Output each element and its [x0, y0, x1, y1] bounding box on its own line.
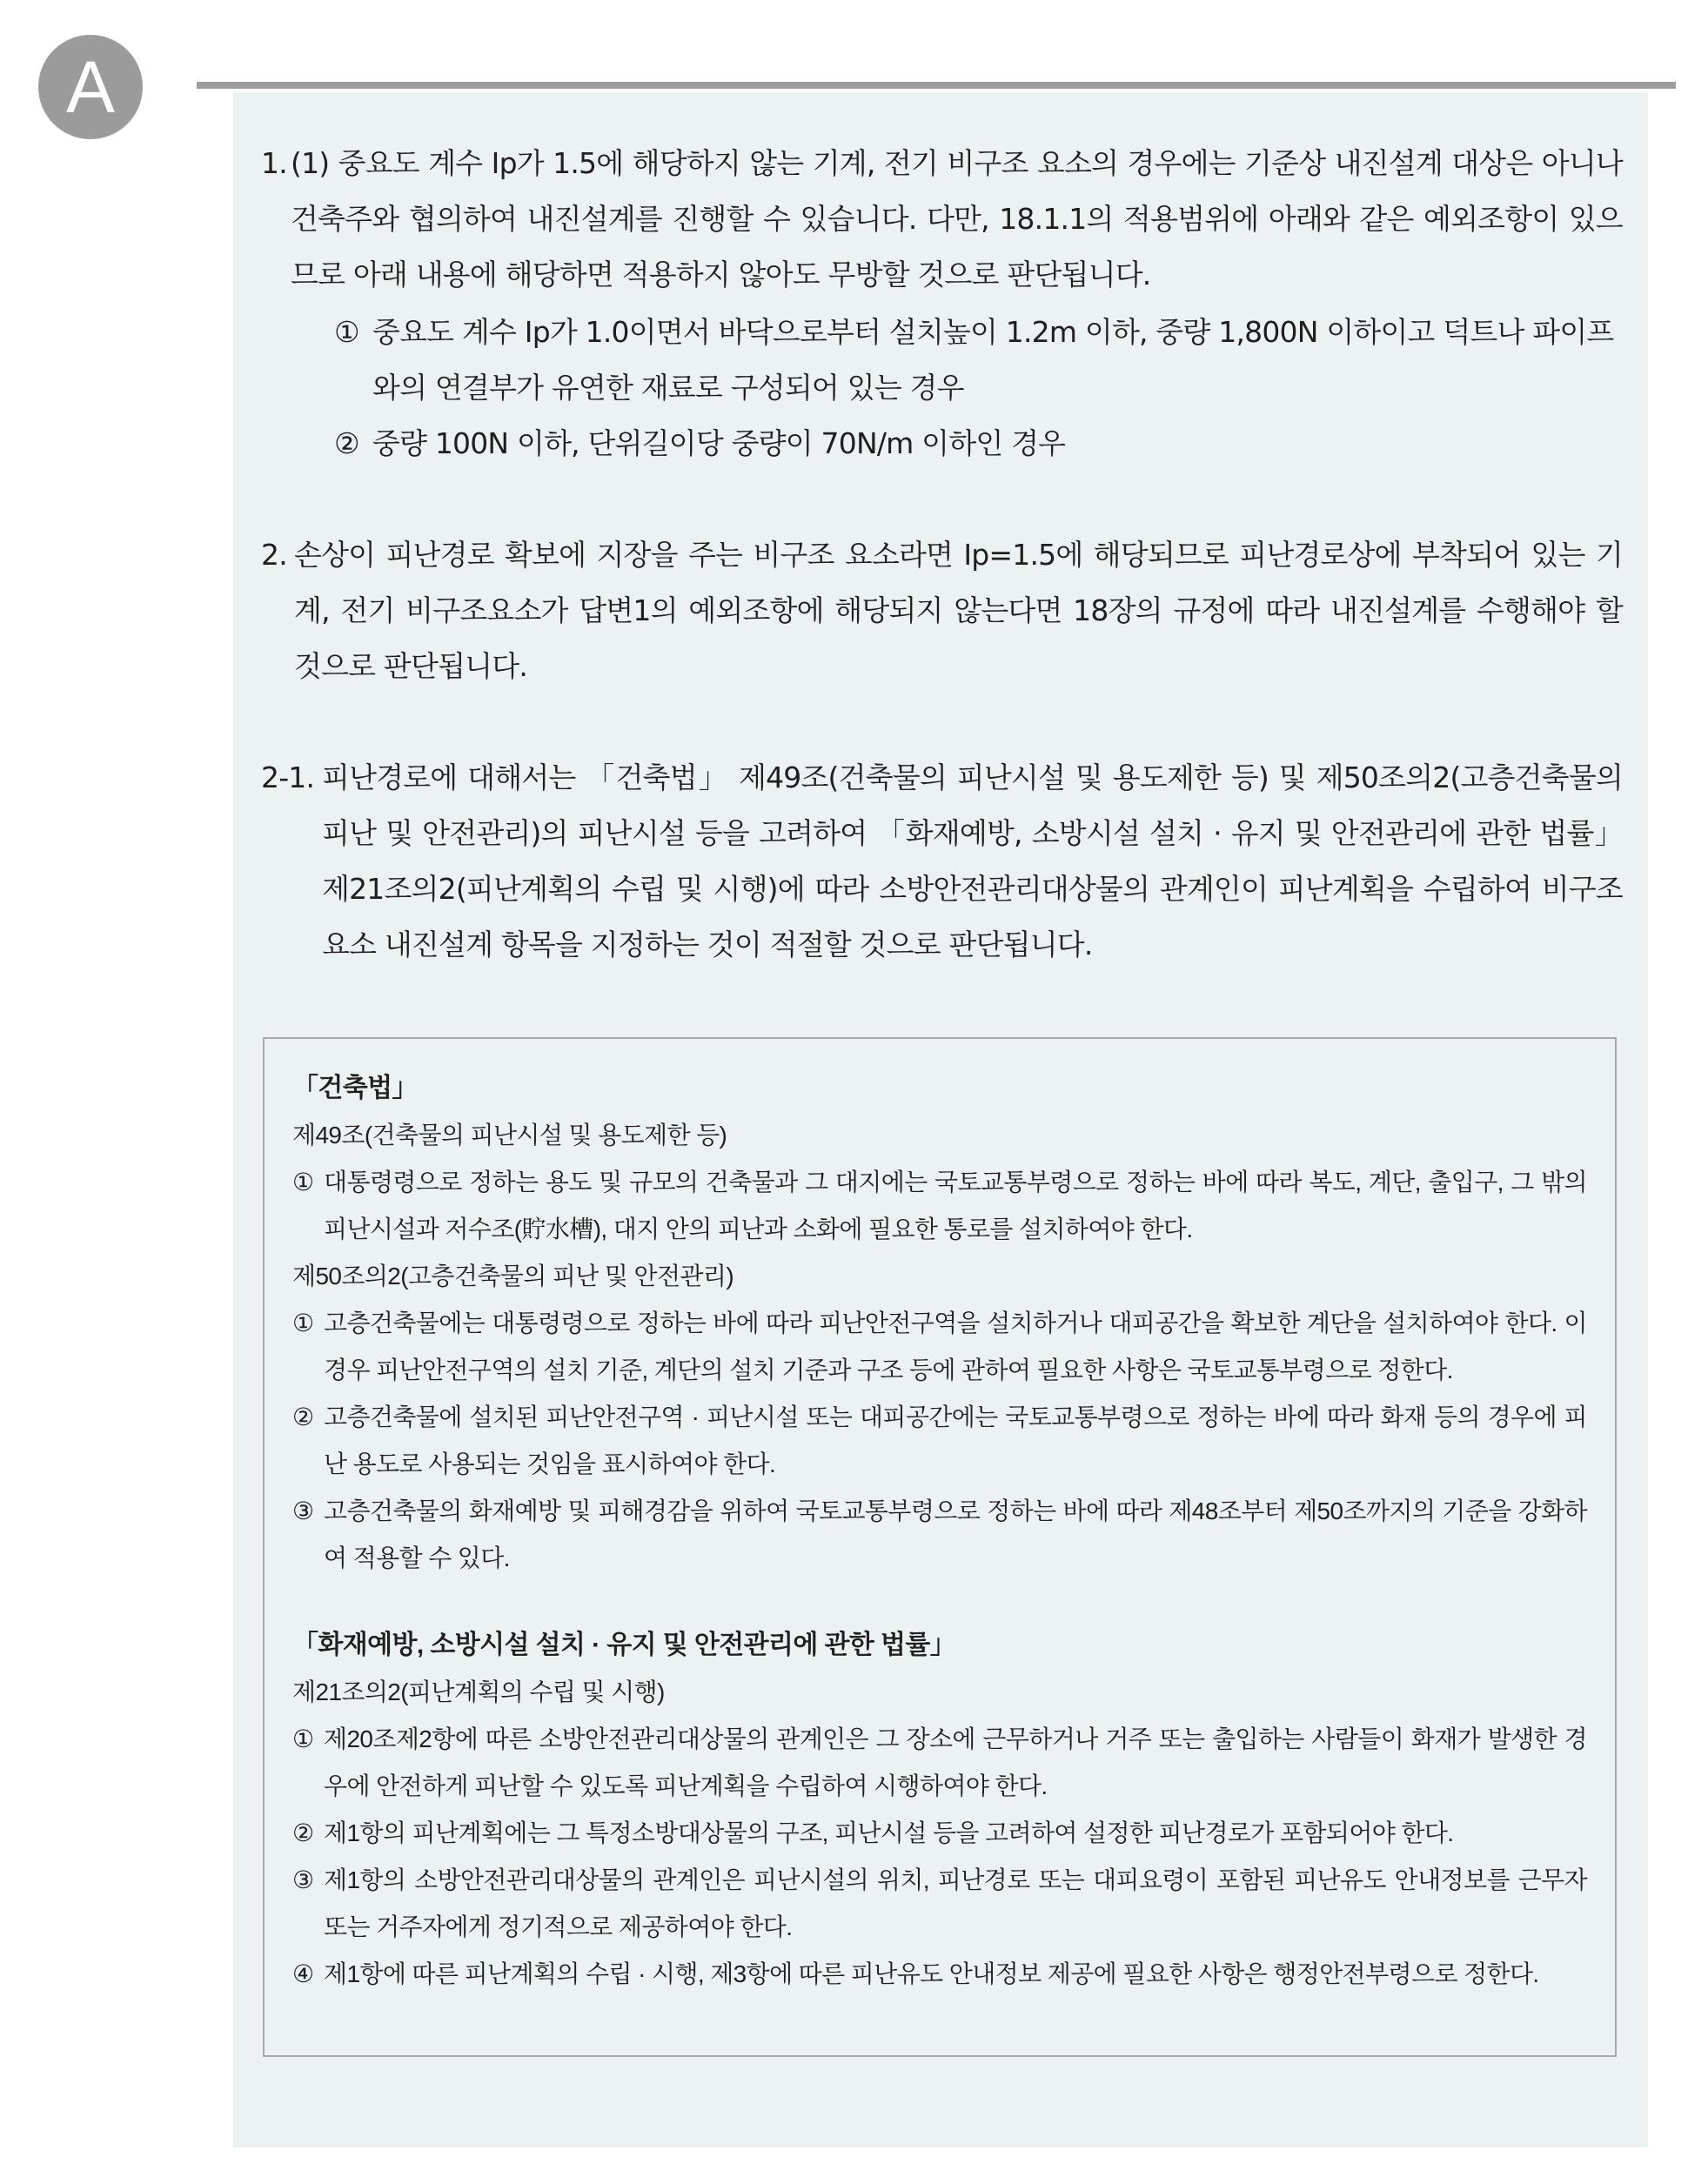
- answer-1: [261, 136, 1623, 303]
- article-50-heading: 제50조의2(고층건축물의 피난 및 안전관리): [292, 1263, 734, 1290]
- item-marker: ①: [292, 1310, 314, 1337]
- item-marker: ②: [334, 426, 359, 460]
- item-text: 고층건축물의 화재예방 및 피해경감을 위하여 국토교통부령으로 정하는 바에 따라 제48조부터 제50조까지의 기준을 강화하여 적용할 수 있다.: [324, 1497, 1587, 1571]
- item-marker: ②: [292, 1404, 314, 1430]
- item-text: 중요도 계수 Ip가 1.0이면서 바닥으로부터 설치높이 1.2m 이하, 중량 1,800N 이하이고 덕트나 파이프와의 연결부가 유연한 재료로 구성되어 있는 경우: [372, 315, 1614, 405]
- header-rule: [197, 82, 1676, 89]
- law-title-building-act: 「건축법」: [292, 1074, 418, 1102]
- exception-item-1: [261, 305, 1623, 416]
- item-marker: ③: [292, 1866, 314, 1893]
- item-marker: ③: [292, 1497, 314, 1524]
- answer-text: 손상이 피난경로 확보에 지장을 주는 비구조 요소라면 Ip=1.5에 해당되므로 피난경로상에 부착되어 있는 기계, 전기 비구조요소가 답변1의 예외조항에 해당되지 않는다면 18장의 규정에 따라 내진설계를 수행해야 할 것으로 판단됩니다.: [294, 538, 1623, 683]
- item-text: 고층건축물에 설치된 피난안전구역 · 피난시설 또는 대피공간에는 국토교통부령으로 정하는 바에 따라 화재 등의 경우에 피난 용도로 사용되는 것임을 표시하여야 한다.: [324, 1404, 1587, 1477]
- answer-text: (1) 중요도 계수 Ip가 1.5에 해당하지 않는 기계, 전기 비구조 요소의 경우에는 기준상 내진설계 대상은 아니나 건축주와 협의하여 내진설계를 진행할 수 있습니다. 다만, 18.1.1의 적용범위에 아래와 같은 예외조항이 있으므로 아래 내용에 해당하면 적용하지 않아도 무방할 것으로 판단됩니다.: [291, 146, 1623, 291]
- law-title-fire-act: 「화재예방, 소방시설 설치 · 유지 및 안전관리에 관한 법률」: [292, 1631, 956, 1659]
- answer-text: 피난경로에 대해서는 「건축법」 제49조(건축물의 피난시설 및 용도제한 등) 및 제50조의2(고층건축물의 피난 및 안전관리)의 피난시설 등을 고려하여 「화재예방, 소방시설 설치 · 유지 및 안전관리에 관한 법률」 제21조의2(피난계획의 수립 및 시행)에 따라 소방안전관리대상물의 관계인이 피난계획을 수립하여 비구조요소 내진설계 항목을 지정하는 것이 적절할 것으로 판단됩니다.: [322, 760, 1623, 961]
- legal-reference-box: [263, 1037, 1617, 2057]
- item-marker: ①: [292, 1725, 314, 1752]
- item-text: 고층건축물에는 대통령령으로 정하는 바에 따라 피난안전구역을 설치하거나 대피공간을 확보한 계단을 설치하여야 한다. 이 경우 피난안전구역의 설치 기준, 계단의 설치 기준과 구조 등에 관하여 필요한 사항은 국토교통부령으로 정한다.: [324, 1310, 1587, 1383]
- section-badge: A: [38, 35, 143, 139]
- article-21-heading: 제21조의2(피난계획의 수립 및 시행): [292, 1678, 665, 1705]
- answer-number: 2.: [261, 538, 287, 572]
- item-marker: ④: [292, 1960, 314, 1987]
- article-21-item-2: [292, 1810, 1587, 1857]
- answer-number: 1.: [261, 146, 287, 180]
- answer-number: 2-1.: [261, 760, 315, 794]
- exception-item-2: [261, 416, 1623, 472]
- item-marker: ①: [334, 315, 359, 349]
- item-text: 제1항의 소방안전관리대상물의 관계인은 피난시설의 위치, 피난경로 또는 대피요령이 포함된 피난유도 안내정보를 근무자 또는 거주자에게 정기적으로 제공하여야 한다.: [324, 1866, 1587, 1940]
- item-marker: ①: [292, 1169, 314, 1196]
- article-49-item-1: [292, 1159, 1587, 1253]
- item-text: 대통령령으로 정하는 용도 및 규모의 건축물과 그 대지에는 국토교통부령으로 정하는 바에 따라 복도, 계단, 출입구, 그 밖의 피난시설과 저수조(貯水槽), 대지 안의 피난과 소화에 필요한 통로를 설치하여야 한다.: [324, 1169, 1587, 1243]
- item-text: 제1항에 따른 피난계획의 수립 · 시행, 제3항에 따른 피난유도 안내정보 제공에 필요한 사항은 행정안전부령으로 정한다.: [324, 1960, 1539, 1987]
- article-21-item-4: [292, 1951, 1587, 1998]
- answer-list: [261, 136, 1623, 973]
- answer-2-1: [261, 750, 1623, 973]
- item-text: 제20조제2항에 따른 소방안전관리대상물의 관계인은 그 장소에 근무하거나 거주 또는 출입하는 사람들이 화재가 발생한 경우에 안전하게 피난할 수 있도록 피난계획을 수립하여 시행하여야 한다.: [324, 1725, 1587, 1799]
- article-49-heading: 제49조(건축물의 피난시설 및 용도제한 등): [292, 1122, 727, 1149]
- article-21-item-3: [292, 1857, 1587, 1951]
- article-50-item-3: [292, 1488, 1587, 1582]
- item-marker: ②: [292, 1819, 314, 1846]
- item-text: 제1항의 피난계획에는 그 특정소방대상물의 구조, 피난시설 등을 고려하여 설정한 피난경로가 포함되어야 한다.: [324, 1819, 1454, 1846]
- article-50-item-2: [292, 1394, 1587, 1488]
- item-text: 중량 100N 이하, 단위길이당 중량이 70N/m 이하인 경우: [372, 426, 1066, 460]
- article-21-item-1: [292, 1716, 1587, 1810]
- answer-2: [261, 527, 1623, 694]
- article-50-item-1: [292, 1300, 1587, 1394]
